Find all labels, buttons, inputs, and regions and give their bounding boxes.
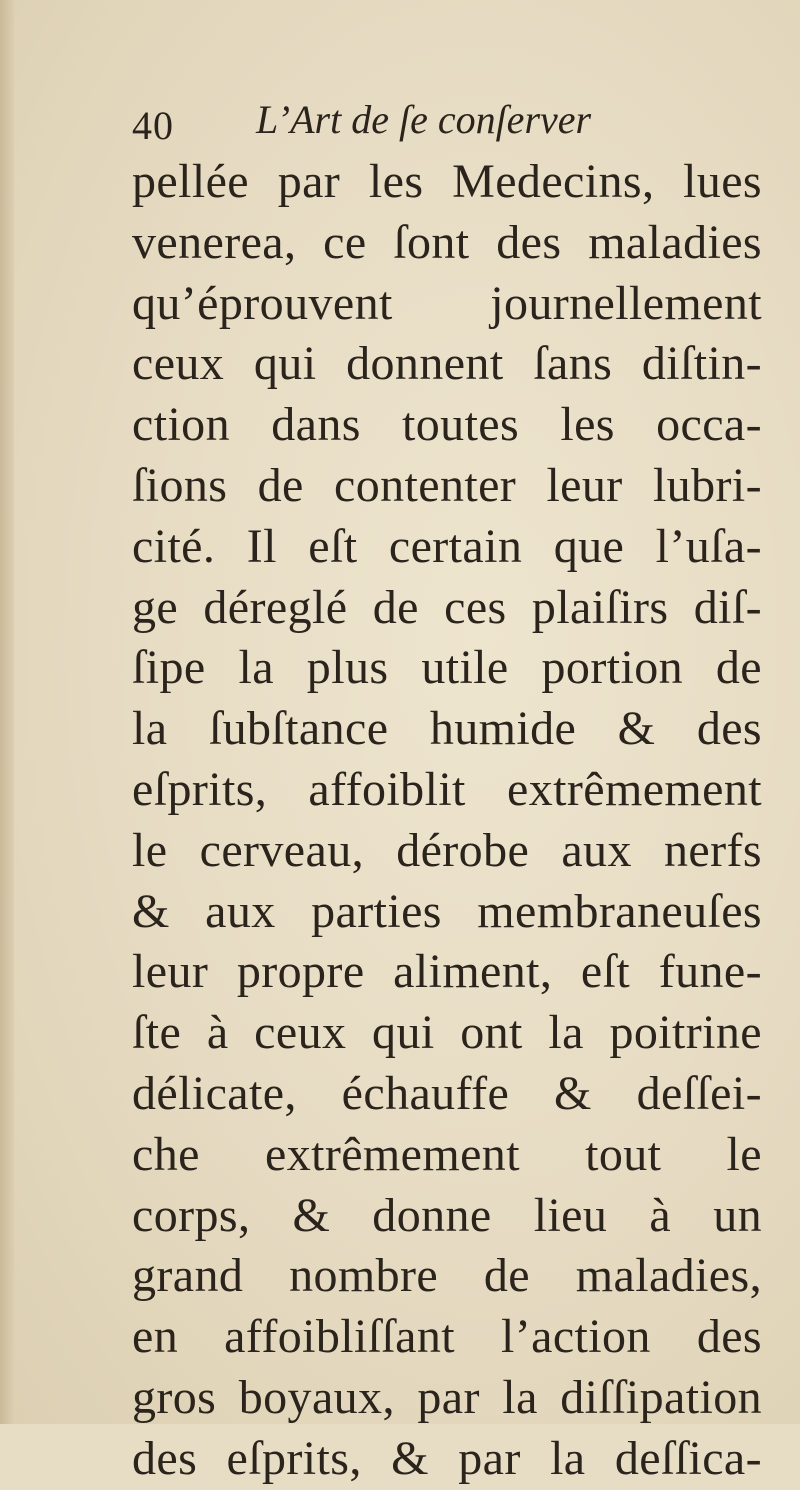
text-line: corps, & donne lieu à un <box>132 1188 762 1242</box>
text-line: en affoibliſſant l’action des <box>132 1310 762 1364</box>
running-title: L’Art de ſe conſerver <box>256 97 592 142</box>
text-line: ction dans toutes les occa- <box>132 398 762 452</box>
text-line: ge déreglé de ces plaiſirs diſ- <box>132 580 762 634</box>
text-line: leur propre aliment, eſt fune- <box>132 945 762 999</box>
text-line: la ſubſtance humide & des <box>132 702 762 756</box>
text-line: ſte à ceux qui ont la poitrine <box>132 1006 762 1060</box>
text-line: grand nombre de maladies, <box>132 1249 762 1303</box>
text-line: gros boyaux, par la diſſipation <box>132 1370 762 1424</box>
text-line: & aux parties membraneuſes <box>132 884 762 938</box>
text-line: che extrêmement tout le <box>132 1127 762 1181</box>
text-line: venerea, ce ſont des maladies <box>132 215 762 269</box>
page-gutter-edge <box>0 0 14 1424</box>
text-line: ceux qui donnent ſans diſtin- <box>132 337 762 391</box>
body-text <box>132 152 762 1490</box>
text-line: le cerveau, dérobe aux nerfs <box>132 823 762 877</box>
text-line: qu’éprouvent journellement <box>132 276 762 330</box>
running-head <box>132 96 752 152</box>
text-line: des eſprits, & par la deſſica- <box>132 1431 762 1485</box>
text-line: ſipe la plus utile portion de <box>132 641 762 695</box>
text-line: eſprits, affoiblit extrêmement <box>132 762 762 816</box>
text-line: pellée par les Medecins, lues <box>132 155 762 208</box>
page-number: 40 <box>132 103 174 148</box>
text-line: délicate, échauffe & deſſei- <box>132 1066 762 1120</box>
text-line: cité. Il eſt certain que l’uſa- <box>132 519 762 573</box>
text-line: ſions de contenter leur lubri- <box>132 458 762 512</box>
